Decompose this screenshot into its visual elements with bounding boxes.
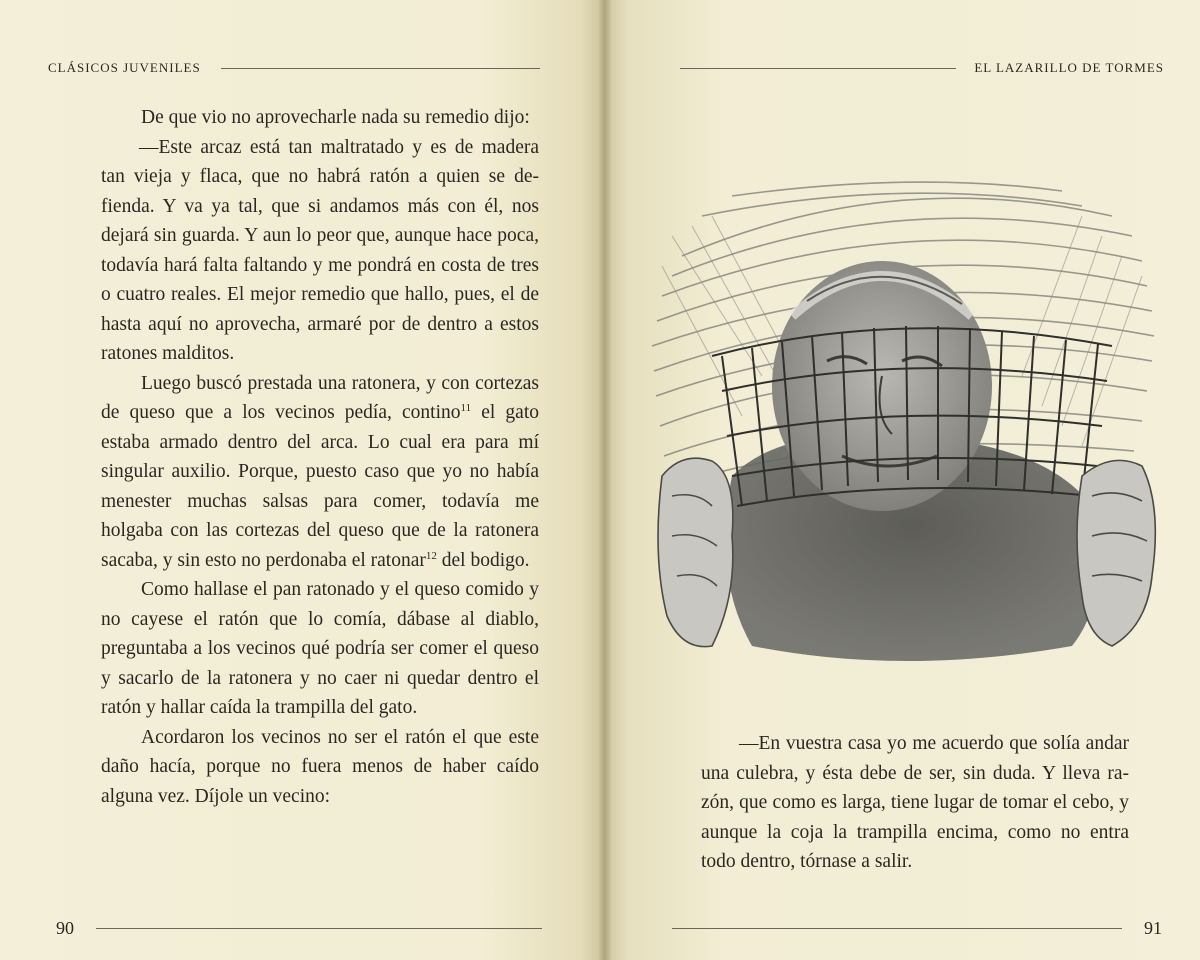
right-folio-rule [672, 928, 1122, 929]
paragraph-text: el gato estaba armado dentro del arca. Lo cual era para mí singular auxilio. Porque, puesto caso que yo no había menester muchas salsas para comer, todavía me holgaba con las cortezas del queso que de la ratonera sacaba, y sin esto no perdonaba el ratonar [101, 402, 539, 571]
paragraph-text: Luego buscó prestada una ratonera, y con cortezas de queso que a los vecinos pedía, contino [101, 372, 539, 423]
right-folio [672, 918, 1162, 939]
left-running-head-title: CLÁSICOS JUVENILES [48, 60, 201, 75]
left-folio-rule [96, 928, 542, 929]
left-running-head-rule [221, 68, 540, 69]
footnote-marker: 12 [425, 549, 437, 562]
right-page [604, 0, 1200, 960]
left-page-number: 90 [56, 918, 74, 938]
mousetrap-illustration [642, 176, 1164, 668]
left-running-head [48, 60, 540, 76]
right-running-head [680, 60, 1164, 76]
paragraph-text: del bodigo. [436, 549, 530, 571]
left-body-text [101, 103, 539, 811]
left-folio [56, 918, 542, 939]
paragraph: Como hallase el pan ratonado y el queso comido y no cayese el ratón que lo comía, dábase al diablo, preguntaba a los vecinos qué podría ser comer el queso y sacarlo de la ratonera y no caer ni quedar dentro el ratón y hallar caída la trampilla del gato. [101, 579, 539, 718]
footnote-marker: 11 [460, 402, 472, 414]
right-running-head-rule [680, 68, 956, 69]
paragraph [101, 369, 539, 576]
right-page-number: 91 [1144, 918, 1162, 938]
paragraph: De que vio no aprovecharle nada su remedio dijo: [141, 107, 530, 128]
book-gutter [598, 0, 612, 960]
right-running-head-title: EL LAZARILLO DE TORMES [974, 60, 1164, 75]
paragraph: —En vuestra casa yo me acuerdo que solía andar una culebra, y ésta debe de ser, sin duda. Y lleva razón, que como es larga, tiene lugar de tomar el cebo, y aunque la coja la trampilla encima, como no entra todo dentro, tórnase a salir. [701, 733, 1129, 872]
face [772, 261, 992, 511]
right-body-text [701, 729, 1129, 877]
paragraph: Acordaron los vecinos no ser el ratón el que este daño hacía, porque no fuera menos de haber caído alguna vez. Díjole un vecino: [101, 726, 539, 807]
paragraph: —Este arcaz está tan maltratado y es de madera tan vieja y flaca, que no habrá ratón a quien se defienda. Y va ya tal, que si andamos más con él, nos dejará sin guarda. Y aun lo peor que, aunque hace poca, todavía hará falta faltando y me pondrá en costa de tres o cuatro reales. El mejor remedio que hallo, pues, el de hasta aquí no aprovecha, armaré por de dentro a estos ratones malditos. [101, 136, 539, 364]
